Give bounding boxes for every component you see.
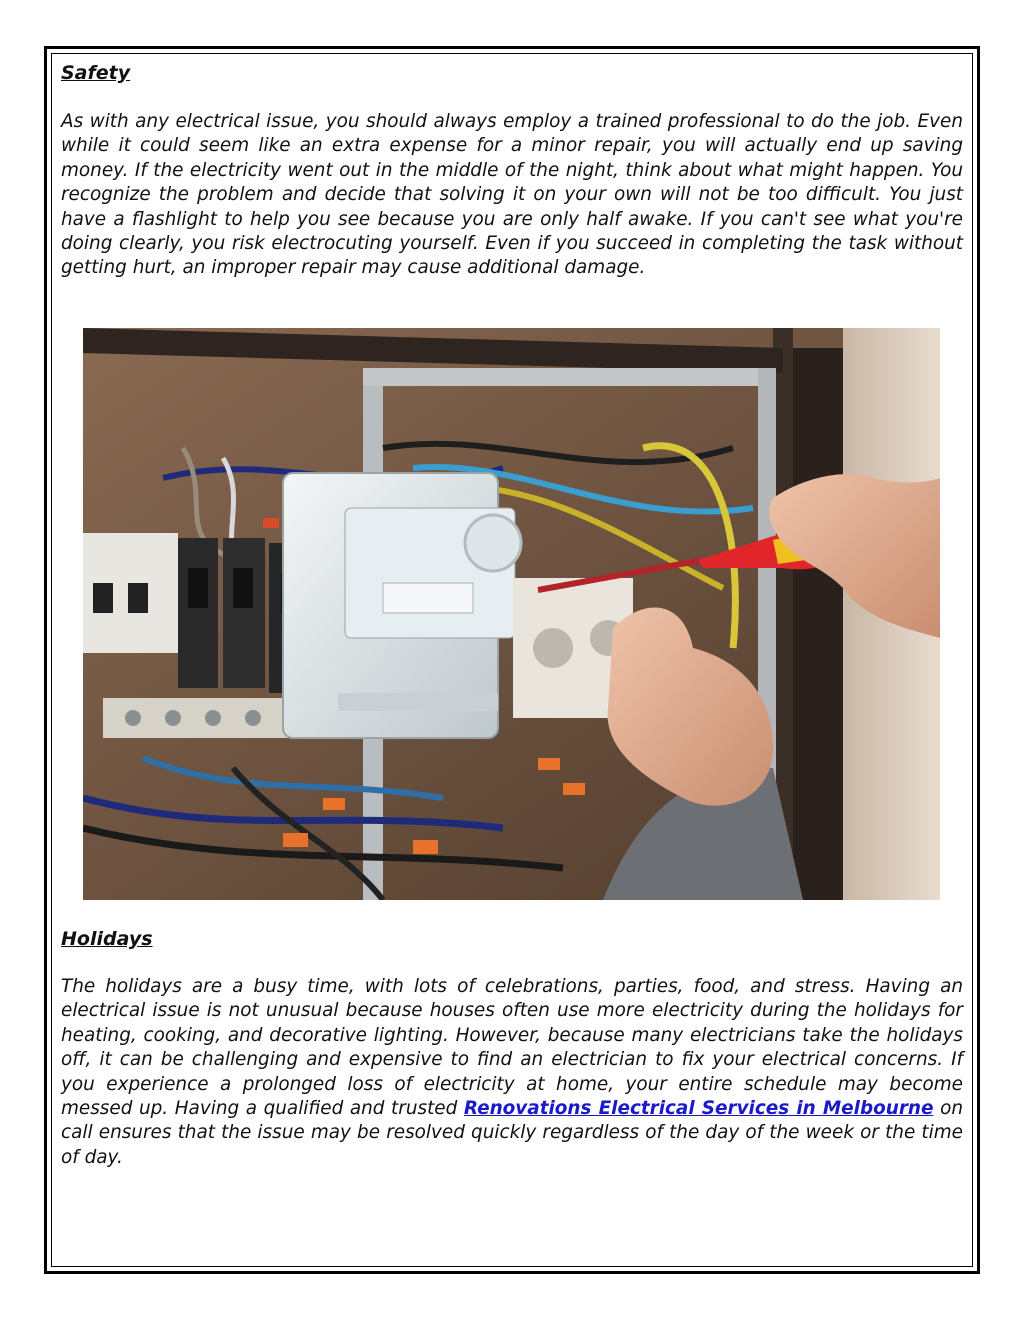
renovations-electrical-services-link[interactable]: Renovations Electrical Services in Melbourne bbox=[463, 1098, 934, 1120]
holidays-text-before-link: The holidays are a busy time, with lots of celebrations, parties, food, and stress. Having an electrical issue is not unusual because houses often use more electricity during the holidays for heating, cooking, and decorative lighting. However, because many electricians take the holidays off, it can be challenging and expensive to find an electrician to fix your electrical concerns. If you experience a prolonged loss of electricity at home, your entire schedule may become messed up. Having a qualified and trusted bbox=[61, 976, 963, 1120]
safety-paragraph: As with any electrical issue, you should always employ a trained professional to do the job. Even while it could seem like an extra expense for a minor repair, you will actually end up saving money. If the electricity went out in the middle of the night, think about what might happen. You recognize the problem and decide that solving it on your own will not be too difficult. You just have a flashlight to help you see because you are only half awake. If you can't see what you're doing clearly, you risk electrocuting yourself. Even if you succeed in completing the task without getting hurt, an improper repair may cause additional damage. bbox=[61, 111, 963, 279]
holidays-text-after-link: on call ensures that the issue may be resolved quickly regardless of the day of the week or the time of day. bbox=[61, 1098, 963, 1168]
electrician-photo bbox=[83, 328, 940, 900]
electrician-illustration bbox=[83, 328, 940, 900]
holidays-paragraph bbox=[61, 975, 963, 1170]
safety-heading: Safety bbox=[61, 62, 131, 84]
holidays-heading: Holidays bbox=[61, 928, 153, 950]
